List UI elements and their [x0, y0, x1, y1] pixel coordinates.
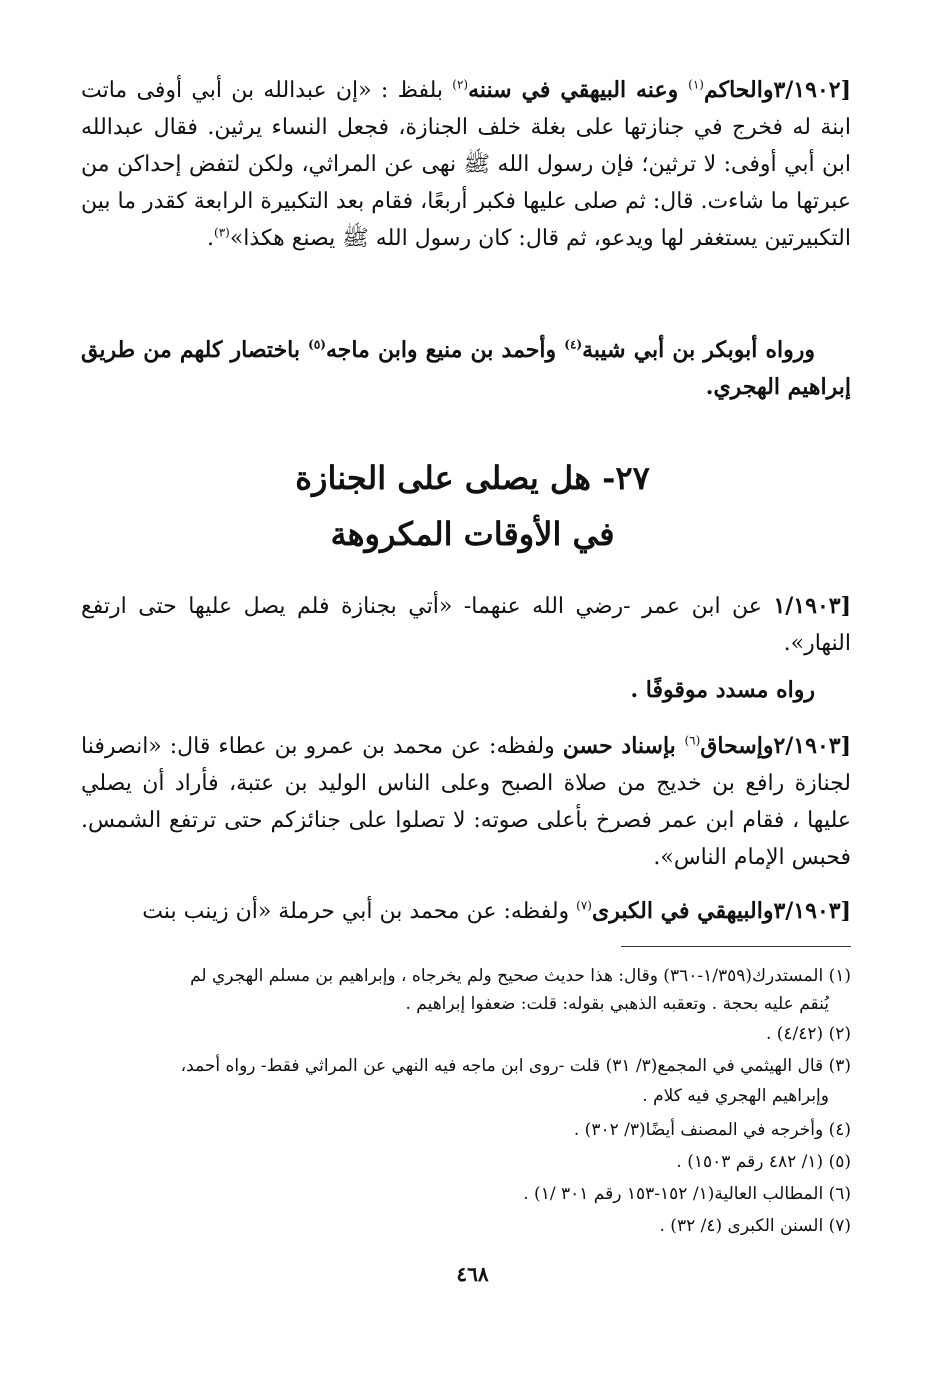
footnote-marker-6: (٦) [684, 733, 701, 748]
source-bayhaqi: وعنه البيهقي في سننه [468, 77, 689, 103]
chain-grade: بإسناد حسن [562, 733, 685, 759]
footnote-divider [621, 946, 851, 947]
hadith-text-1902-3: بلفظ : «إن عبدالله بن أبي أوفى ماتت ابنة له فخرج في جنازتها على بغلة خلف الجنازة، فجعل النساء يرثين. فقال عبدالله ابن أبي أوفى: لا ترثين؛ فإن رسول الله ﷺ نهى عن المراثي، ولكن لتفض إحداكن من عبرتها ما شاءت. قال: ثم صلى عليها فكبر أربعًا، فقام بعد التكبيرة الرابعة كقدر ما بين التكبيرتين يستغفر لها ويدعو، ثم قال: كان رسول الله ﷺ يصنع هكذا» [81, 78, 851, 251]
hadith-paragraph-1902-3 [81, 72, 851, 257]
hadith-text-1903-1: عن ابن عمر -رضي الله عنهما- «أتي بجنازة فلم يصل عليها حتى ارتفع النهار». [81, 594, 851, 656]
chapter-heading-line-1: ٢٧- هل يصلى على الجنازة [295, 459, 650, 497]
hadith-ref-1903-1: [١/١٩٠٣ [773, 593, 851, 619]
footnote-5: (٥) (١/ ٤٨٢ رقم ١٥٠٣) . [676, 1152, 851, 1172]
footnote-marker-2: (٢) [452, 77, 469, 92]
footnote-2: (٢) (٤/٤٢) . [765, 1024, 851, 1044]
narration-paragraph [81, 332, 851, 406]
footnote-marker-7: (٧) [576, 898, 592, 913]
footnote-marker-5: (٥) [308, 337, 326, 352]
chapter-heading-line-2: في الأوقات المكروهة [330, 515, 615, 553]
hadith-text-1903-3: ولفظه: عن محمد بن أبي حرملة «أن زينب بنت [142, 899, 577, 924]
footnote-6: (٦) المطالب العالية(١/ ١٥٢-١٥٣ رقم ٣٠١ /١) . [523, 1184, 851, 1204]
hadith-text-1903-2: ولفظه: عن محمد بن عمرو بن عطاء قال: «انصرفنا لجنازة رافع بن خديج من صلاة الصبح وعلى الناس الوليد بن عتبة، فأراد أن يصلي عليها ، فقام ابن عمر فصرخ بأعلى صوته: لا تصلوا على جنائزكم حتى ترتفع الشمس. فحبس الإمام الناس». [81, 734, 851, 870]
footnote-7: (٧) السنن الكبرى (٤/ ٣٢) . [659, 1216, 851, 1236]
hadith-paragraph-1903-1 [81, 588, 851, 662]
hadith-ref-1902-3: [٣/١٩٠٢ [773, 77, 851, 103]
narration-text-2: وأحمد بن منيع وابن ماجه [325, 337, 565, 363]
page-number: ٤٦٨ [456, 1262, 489, 1286]
source-hakim: والحاكم [703, 77, 774, 103]
hadith-ref-1903-3: [٣/١٩٠٣ [773, 898, 851, 924]
footnote-1: (١) المستدرك(١/٣٥٩-٣٦٠) وقال: هذا حديث صحيح ولم يخرجاه ، وإبراهيم بن مسلم الهجري لم [190, 966, 851, 986]
hadith-ref-1903-2: [٢/١٩٠٣ [773, 733, 851, 759]
hadith-paragraph-1903-3 [81, 893, 851, 930]
chapter-heading [94, 450, 851, 562]
footnote-1-continued: يُنقم عليه بحجة . وتعقبه الذهبي بقوله: قلت: ضعفوا إبراهيم . [405, 994, 829, 1014]
source-ishaq: وإسحاق [700, 733, 774, 759]
hadith-paragraph-1903-2 [81, 728, 851, 876]
footnote-4: (٤) وأخرجه في المصنف أيضًا(٣/ ٣٠٢) . [573, 1120, 851, 1140]
narration-text-3: باختصار كلهم من طريق إبراهيم الهجري. [81, 337, 851, 400]
sentence-end: . [207, 226, 214, 251]
musaddad-text: رواه مسدد موقوفًا . [630, 677, 815, 703]
footnote-marker-3: (٣) [214, 225, 230, 240]
narration-text-1: ورواه أبوبكر بن أبي شيبة [582, 337, 816, 363]
footnote-marker-4: (٤) [564, 337, 583, 352]
footnote-marker-1: (١) [688, 77, 704, 92]
source-bayhaqi-kubra: والبيهقي في الكبرى [591, 898, 774, 924]
footnote-3-continued: وإبراهيم الهجري فيه كلام . [642, 1086, 829, 1106]
musaddad-note [81, 672, 851, 709]
footnote-3: (٣) قال الهيثمي في المجمع(٣/ ٣١) قلت -روى ابن ماجه فيه النهي عن المراثي فقط- رواه أحمد، [180, 1056, 851, 1076]
